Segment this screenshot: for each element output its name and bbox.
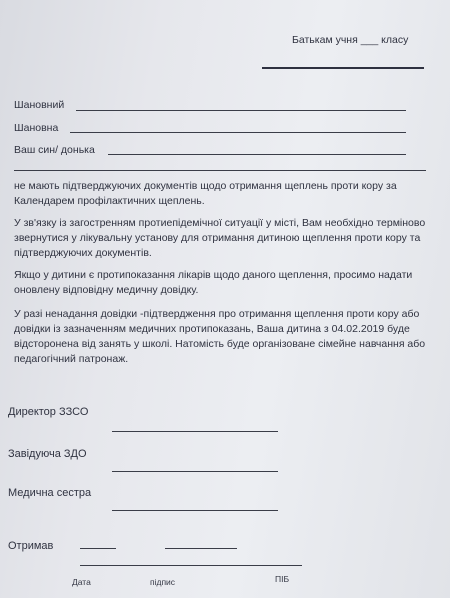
received-label: Отримав bbox=[8, 540, 54, 552]
paragraph-2: У зв'язку із загостренням протиепідемічної ситуації у місті, Вам необхідно терміново звернутися у лікувальну установу для отримання дитиною щеплення проти кору та підтверджуючих документів. bbox=[14, 217, 426, 259]
nurse-signature-line bbox=[112, 510, 278, 511]
dear-male-line bbox=[76, 110, 406, 111]
signature-caption: підпис bbox=[150, 577, 176, 587]
head-label: Завідуюча ЗДО bbox=[8, 448, 87, 460]
received-signature-line bbox=[165, 548, 237, 549]
addressee-line: Батькам учня ___ класу bbox=[292, 34, 409, 46]
name-caption: ПІБ bbox=[275, 574, 290, 584]
dear-female-line bbox=[70, 132, 406, 133]
dear-male-label: Шановний bbox=[14, 99, 65, 111]
paragraph-1: не мають підтверджуючих документів щодо отримання щеплень проти кору за Календарем профілактичних щеплень. bbox=[14, 180, 397, 207]
received-date-line bbox=[80, 548, 116, 549]
child-line-1 bbox=[108, 154, 406, 155]
paragraph-4: У разі ненадання довідки -підтвердження про отримання щеплення проти кору або довідки із зазначенням медичних протипоказань, Ваша дитина з 04.02.2019 буде відсторонена від занять у школі. Натомість буде організоване сімейне навчання або педагогічний патронаж. bbox=[14, 308, 426, 365]
director-signature-line bbox=[112, 431, 278, 432]
director-label: Директор ЗЗСО bbox=[8, 406, 89, 418]
date-caption: Дата bbox=[72, 577, 91, 587]
nurse-label: Медична сестра bbox=[8, 487, 92, 499]
dear-female-label: Шановна bbox=[14, 122, 59, 134]
paragraph-3: Якщо у дитини є протипоказання лікарів щодо даного щеплення, просимо надати оновлену відповідну медичну довідку. bbox=[14, 269, 413, 296]
received-name-line bbox=[80, 565, 302, 566]
head-signature-line bbox=[112, 471, 278, 472]
child-line-2 bbox=[14, 170, 426, 171]
addressee-underline bbox=[262, 67, 424, 69]
child-label: Ваш син/ донька bbox=[14, 144, 95, 156]
